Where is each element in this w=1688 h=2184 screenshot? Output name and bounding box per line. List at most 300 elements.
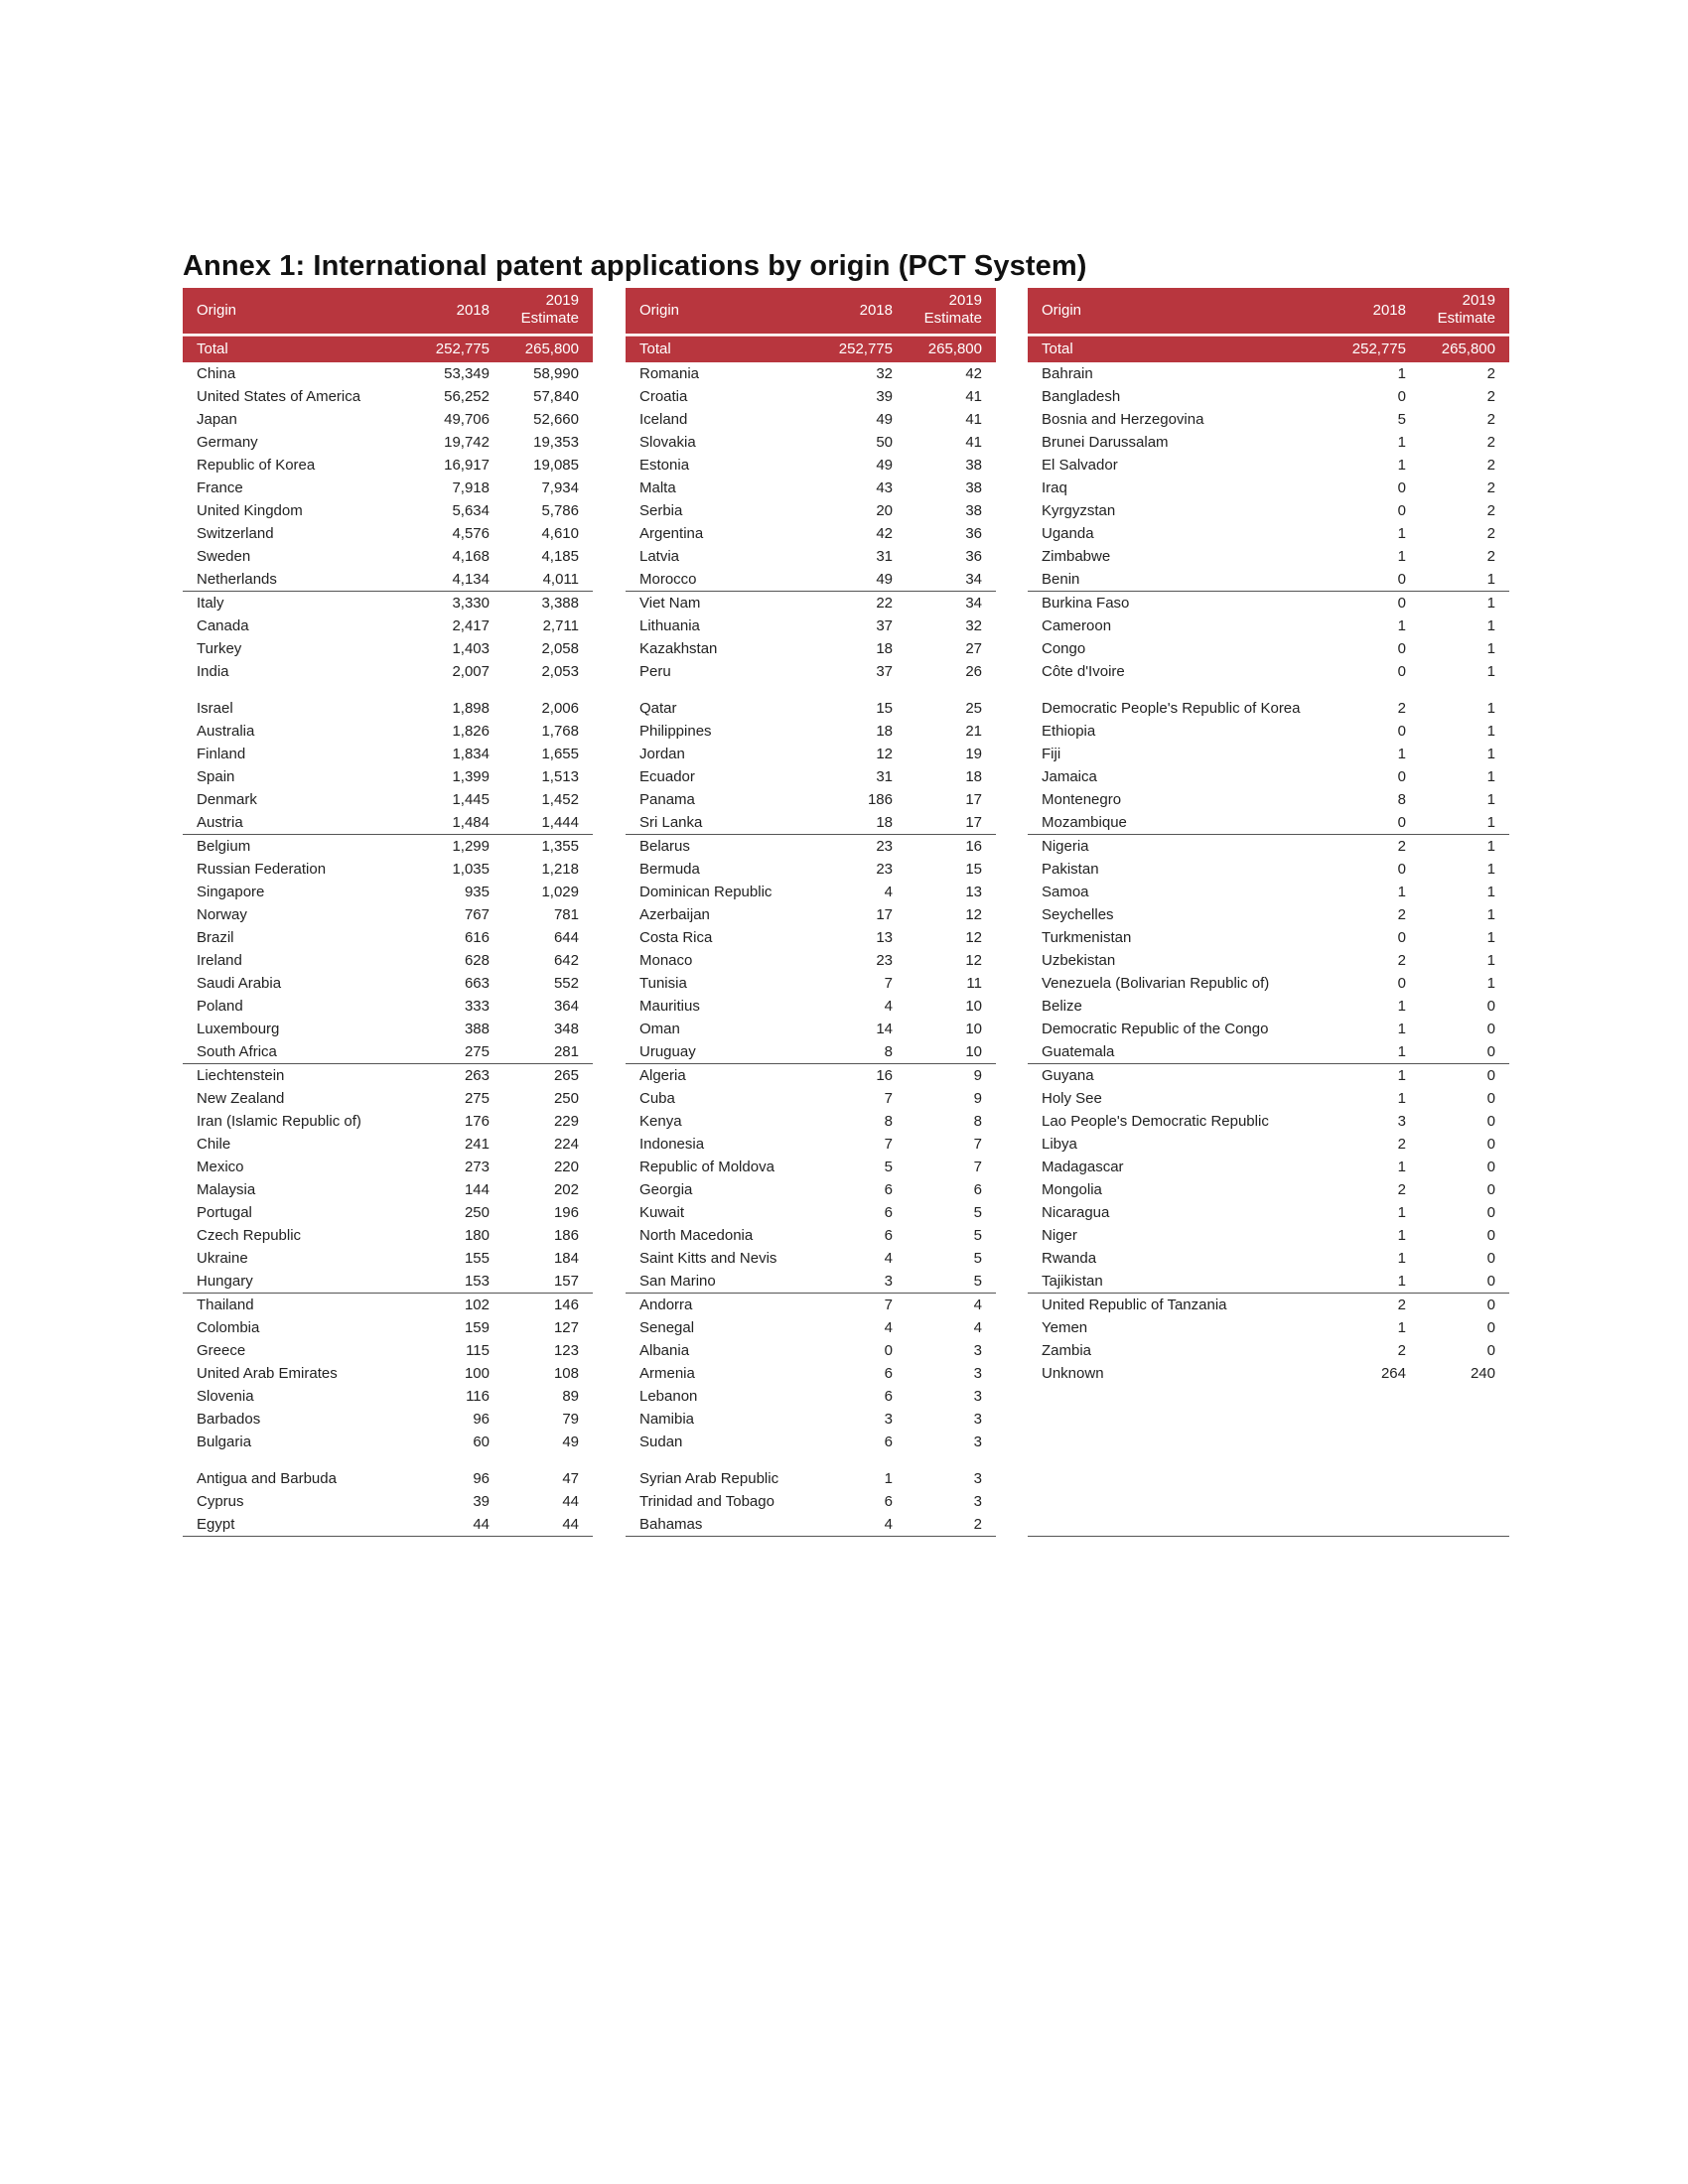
origin-cell: Malaysia [197, 1181, 256, 1198]
value-2018-cell: 8 [884, 1043, 893, 1060]
table-row [183, 1453, 593, 1490]
table-row [1028, 788, 1509, 811]
value-2018-cell: 1,403 [452, 640, 490, 657]
value-2018-cell: 60 [473, 1433, 490, 1450]
value-2018-cell: 96 [473, 1470, 490, 1487]
value-2019-cell: 229 [553, 1113, 579, 1130]
value-2019-cell: 1 [1486, 814, 1495, 831]
origin-cell: South Africa [197, 1043, 277, 1060]
value-2019-cell: 4 [973, 1319, 982, 1336]
origin-cell: Cuba [639, 1090, 675, 1107]
value-2019-cell: 7 [973, 1159, 982, 1175]
origin-cell: Thailand [197, 1297, 254, 1313]
table-row [626, 431, 996, 454]
value-2018-cell: 37 [876, 663, 893, 680]
value-2019-cell: 17 [965, 791, 982, 808]
value-2019-cell: 1 [1486, 861, 1495, 878]
total-2019: 265,800 [1441, 341, 1495, 357]
value-2018-cell: 115 [466, 1342, 490, 1359]
value-2018-cell: 628 [464, 952, 490, 969]
value-2018-cell: 49,706 [444, 411, 490, 428]
value-2019-cell: 123 [553, 1342, 579, 1359]
value-2019-cell: 186 [553, 1227, 579, 1244]
value-2018-cell: 31 [876, 768, 893, 785]
value-2018-cell: 20 [876, 502, 893, 519]
table-row [626, 743, 996, 765]
origin-cell: Iceland [639, 411, 688, 428]
table-row [626, 1247, 996, 1270]
table-row [626, 385, 996, 408]
value-2019-cell: 2 [1486, 479, 1495, 496]
header-origin: Origin [197, 302, 237, 319]
origin-cell: Norway [197, 906, 247, 923]
value-2018-cell: 273 [464, 1159, 490, 1175]
table-row [1028, 568, 1509, 592]
value-2019-cell: 36 [965, 548, 982, 565]
origin-cell: Latvia [639, 548, 680, 565]
value-2018-cell: 2 [1397, 1297, 1406, 1313]
header-2018: 2018 [456, 302, 490, 319]
value-2019-cell: 5 [973, 1250, 982, 1267]
value-2019-cell: 79 [562, 1411, 579, 1428]
table-row [1028, 408, 1509, 431]
value-2019-cell: 220 [553, 1159, 579, 1175]
table-row [1028, 522, 1509, 545]
value-2019-cell: 2 [1486, 525, 1495, 542]
value-2018-cell: 1,299 [452, 838, 490, 855]
value-2018-cell: 13 [876, 929, 893, 946]
value-2019-cell: 2 [1486, 502, 1495, 519]
value-2019-cell: 0 [1486, 1181, 1495, 1198]
origin-cell: United Arab Emirates [197, 1365, 338, 1382]
origin-cell: Andorra [639, 1297, 693, 1313]
origin-cell: Poland [197, 998, 243, 1015]
value-2019-cell: 3 [973, 1493, 982, 1510]
value-2019-cell: 552 [553, 975, 579, 992]
table-row [1028, 1087, 1509, 1110]
value-2018-cell: 186 [867, 791, 893, 808]
origin-cell: Unknown [1042, 1365, 1104, 1382]
origin-cell: Albania [639, 1342, 690, 1359]
value-2018-cell: 31 [876, 548, 893, 565]
value-2018-cell: 1 [1397, 1021, 1406, 1037]
value-2019-cell: 38 [965, 479, 982, 496]
value-2019-cell: 4,610 [541, 525, 579, 542]
value-2019-cell: 2 [973, 1516, 982, 1533]
value-2018-cell: 6 [884, 1433, 893, 1450]
value-2018-cell: 1,898 [452, 700, 490, 717]
value-2019-cell: 58,990 [533, 365, 579, 382]
value-2018-cell: 2,007 [452, 663, 490, 680]
value-2018-cell: 42 [876, 525, 893, 542]
value-2019-cell: 3 [973, 1433, 982, 1450]
value-2019-cell: 52,660 [533, 411, 579, 428]
origin-cell: Oman [639, 1021, 680, 1037]
value-2019-cell: 41 [965, 434, 982, 451]
table-row [626, 1110, 996, 1133]
origin-cell: Cameroon [1042, 617, 1112, 634]
value-2018-cell: 1 [1397, 1204, 1406, 1221]
table-row [626, 1270, 996, 1294]
origin-cell: Ireland [197, 952, 242, 969]
origin-cell: Lao People's Democratic Republic [1042, 1113, 1269, 1130]
origin-cell: Zambia [1042, 1342, 1092, 1359]
value-2019-cell: 642 [553, 952, 579, 969]
table-row [1028, 743, 1509, 765]
value-2019-cell: 57,840 [533, 388, 579, 405]
value-2018-cell: 6 [884, 1365, 893, 1382]
value-2018-cell: 5,634 [452, 502, 490, 519]
value-2018-cell: 153 [464, 1273, 490, 1290]
value-2019-cell: 0 [1486, 1319, 1495, 1336]
value-2018-cell: 388 [464, 1021, 490, 1037]
value-2018-cell: 4 [884, 1516, 893, 1533]
origin-cell: Belarus [639, 838, 690, 855]
origin-cell: Australia [197, 723, 255, 740]
origin-cell: Italy [197, 595, 224, 612]
value-2019-cell: 4 [973, 1297, 982, 1313]
value-2019-cell: 1 [1486, 975, 1495, 992]
value-2018-cell: 8 [1397, 791, 1406, 808]
value-2018-cell: 333 [464, 998, 490, 1015]
origin-cell: Philippines [639, 723, 712, 740]
origin-cell: Qatar [639, 700, 677, 717]
value-2018-cell: 0 [1397, 861, 1406, 878]
table-row [183, 568, 593, 592]
origin-cell: Croatia [639, 388, 688, 405]
value-2019-cell: 1,444 [541, 814, 579, 831]
value-2018-cell: 2 [1397, 952, 1406, 969]
header-2019-estimate: 2019 Estimate [923, 292, 982, 327]
value-2018-cell: 19,742 [444, 434, 490, 451]
total-label: Total [639, 341, 671, 357]
value-2018-cell: 23 [876, 952, 893, 969]
value-2019-cell: 3 [973, 1365, 982, 1382]
table-row [626, 995, 996, 1018]
table-row [626, 788, 996, 811]
table-row [626, 454, 996, 477]
value-2018-cell: 6 [884, 1227, 893, 1244]
total-2018: 252,775 [435, 341, 490, 357]
value-2018-cell: 1 [1397, 1319, 1406, 1336]
value-2018-cell: 1 [1397, 434, 1406, 451]
origin-cell: Indonesia [639, 1136, 705, 1153]
origin-cell: Samoa [1042, 884, 1089, 900]
value-2019-cell: 5 [973, 1227, 982, 1244]
origin-cell: Dominican Republic [639, 884, 773, 900]
value-2018-cell: 1 [1397, 746, 1406, 762]
table-row [626, 408, 996, 431]
table-row [183, 1294, 593, 1316]
value-2019-cell: 12 [965, 952, 982, 969]
table-row [183, 1247, 593, 1270]
origin-cell: Yemen [1042, 1319, 1088, 1336]
value-2018-cell: 2 [1397, 1342, 1406, 1359]
value-2018-cell: 180 [464, 1227, 490, 1244]
value-2018-cell: 32 [876, 365, 893, 382]
origin-cell: Saint Kitts and Nevis [639, 1250, 777, 1267]
origin-cell: Czech Republic [197, 1227, 302, 1244]
table-row [183, 1316, 593, 1339]
table-row [183, 637, 593, 660]
total-label: Total [197, 341, 228, 357]
origin-cell: Bulgaria [197, 1433, 252, 1450]
origin-cell: Kenya [639, 1113, 682, 1130]
value-2018-cell: 0 [1397, 814, 1406, 831]
value-2019-cell: 1 [1486, 595, 1495, 612]
value-2018-cell: 2,417 [452, 617, 490, 634]
value-2018-cell: 6 [884, 1388, 893, 1405]
value-2019-cell: 1 [1486, 906, 1495, 923]
table-body [626, 362, 996, 1537]
value-2019-cell: 157 [553, 1273, 579, 1290]
value-2019-cell: 1,655 [541, 746, 579, 762]
value-2018-cell: 275 [464, 1043, 490, 1060]
value-2018-cell: 49 [876, 411, 893, 428]
origin-cell: Japan [197, 411, 237, 428]
origin-cell: Bermuda [639, 861, 700, 878]
value-2019-cell: 281 [553, 1043, 579, 1060]
origin-cell: Singapore [197, 884, 265, 900]
table-row [183, 903, 593, 926]
total-2018: 252,775 [1351, 341, 1406, 357]
origin-cell: Libya [1042, 1136, 1077, 1153]
table-row [183, 431, 593, 454]
value-2018-cell: 767 [464, 906, 490, 923]
value-2019-cell: 21 [965, 723, 982, 740]
table-row [626, 858, 996, 881]
table-row [626, 1513, 996, 1537]
value-2018-cell: 1,445 [452, 791, 490, 808]
table-row [183, 454, 593, 477]
table-row [626, 522, 996, 545]
value-2018-cell: 15 [876, 700, 893, 717]
value-2018-cell: 7,918 [452, 479, 490, 496]
value-2019-cell: 13 [965, 884, 982, 900]
origin-cell: Egypt [197, 1516, 235, 1533]
table-row [183, 660, 593, 683]
origin-cell: Morocco [639, 571, 697, 588]
header-origin: Origin [1042, 302, 1082, 319]
value-2018-cell: 275 [464, 1090, 490, 1107]
table-row [626, 568, 996, 592]
value-2018-cell: 37 [876, 617, 893, 634]
table-row [626, 1339, 996, 1362]
table-row [626, 1453, 996, 1490]
origin-cell: Rwanda [1042, 1250, 1097, 1267]
value-2019-cell: 16 [965, 838, 982, 855]
value-2019-cell: 44 [562, 1493, 579, 1510]
value-2019-cell: 196 [553, 1204, 579, 1221]
value-2018-cell: 0 [1397, 929, 1406, 946]
origin-cell: Uzbekistan [1042, 952, 1116, 969]
table-column-1 [183, 288, 593, 1537]
value-2019-cell: 2 [1486, 388, 1495, 405]
total-row [1028, 336, 1509, 362]
table-row [183, 477, 593, 499]
table-row [626, 972, 996, 995]
value-2018-cell: 1 [1397, 884, 1406, 900]
table-row [1028, 660, 1509, 683]
table-row [626, 903, 996, 926]
value-2018-cell: 7 [884, 1090, 893, 1107]
value-2019-cell: 1 [1486, 571, 1495, 588]
table-row [1028, 903, 1509, 926]
table-body [183, 362, 593, 1537]
value-2019-cell: 0 [1486, 1342, 1495, 1359]
value-2018-cell: 116 [466, 1388, 490, 1405]
value-2018-cell: 2 [1397, 700, 1406, 717]
value-2018-cell: 1 [1397, 457, 1406, 474]
origin-cell: Kazakhstan [639, 640, 718, 657]
table-row [626, 1178, 996, 1201]
origin-cell: Burkina Faso [1042, 595, 1130, 612]
value-2019-cell: 3 [973, 1411, 982, 1428]
value-2019-cell: 7,934 [541, 479, 579, 496]
value-2018-cell: 0 [1397, 975, 1406, 992]
origin-cell: Brunei Darussalam [1042, 434, 1169, 451]
table-row [626, 1431, 996, 1453]
table-body [1028, 362, 1509, 1537]
origin-cell: Tunisia [639, 975, 687, 992]
value-2018-cell: 0 [1397, 640, 1406, 657]
table-row [626, 1087, 996, 1110]
header-2018: 2018 [1372, 302, 1406, 319]
origin-cell: Mauritius [639, 998, 700, 1015]
origin-cell: Mexico [197, 1159, 244, 1175]
origin-cell: Bangladesh [1042, 388, 1121, 405]
value-2019-cell: 15 [965, 861, 982, 878]
origin-cell: Montenegro [1042, 791, 1122, 808]
origin-cell: Tajikistan [1042, 1273, 1103, 1290]
table-row [1028, 1178, 1509, 1201]
origin-cell: Sri Lanka [639, 814, 703, 831]
value-2018-cell: 18 [876, 640, 893, 657]
value-2019-cell: 108 [553, 1365, 579, 1382]
value-2019-cell: 0 [1486, 1043, 1495, 1060]
value-2018-cell: 7 [884, 1136, 893, 1153]
value-2018-cell: 4,134 [452, 571, 490, 588]
origin-cell: Denmark [197, 791, 257, 808]
origin-cell: Madagascar [1042, 1159, 1124, 1175]
value-2019-cell: 2,053 [541, 663, 579, 680]
value-2019-cell: 2 [1486, 457, 1495, 474]
origin-cell: Holy See [1042, 1090, 1102, 1107]
origin-cell: United States of America [197, 388, 361, 405]
table-row [626, 637, 996, 660]
origin-cell: Bahrain [1042, 365, 1093, 382]
value-2019-cell: 0 [1486, 998, 1495, 1015]
value-2019-cell: 2 [1486, 548, 1495, 565]
origin-cell: Portugal [197, 1204, 252, 1221]
value-2019-cell: 1 [1486, 838, 1495, 855]
value-2019-cell: 4,185 [541, 548, 579, 565]
table-row [1028, 545, 1509, 568]
table-row [183, 858, 593, 881]
origin-cell: Malta [639, 479, 676, 496]
table-row [183, 1490, 593, 1513]
value-2018-cell: 263 [464, 1067, 490, 1084]
value-2019-cell: 27 [965, 640, 982, 657]
table-header [183, 288, 593, 334]
value-2019-cell: 1 [1486, 791, 1495, 808]
origin-cell: Sudan [639, 1433, 683, 1450]
value-2018-cell: 18 [876, 723, 893, 740]
table-row [183, 1408, 593, 1431]
value-2018-cell: 1 [1397, 1043, 1406, 1060]
value-2019-cell: 9 [973, 1090, 982, 1107]
value-2019-cell: 0 [1486, 1159, 1495, 1175]
table-row [626, 1490, 996, 1513]
value-2018-cell: 7 [884, 975, 893, 992]
table-row [1028, 1224, 1509, 1247]
value-2019-cell: 0 [1486, 1273, 1495, 1290]
value-2018-cell: 16,917 [444, 457, 490, 474]
value-2018-cell: 2 [1397, 1136, 1406, 1153]
table-row [626, 881, 996, 903]
value-2018-cell: 159 [464, 1319, 490, 1336]
origin-cell: Congo [1042, 640, 1086, 657]
table-column-2 [626, 288, 996, 1537]
origin-cell: Benin [1042, 571, 1080, 588]
table-row [1028, 637, 1509, 660]
table-row [1028, 835, 1509, 858]
value-2018-cell: 176 [464, 1113, 490, 1130]
value-2018-cell: 49 [876, 457, 893, 474]
value-2019-cell: 348 [553, 1021, 579, 1037]
origin-cell: Luxembourg [197, 1021, 280, 1037]
value-2018-cell: 1 [1397, 525, 1406, 542]
origin-cell: Bosnia and Herzegovina [1042, 411, 1204, 428]
value-2018-cell: 7 [884, 1297, 893, 1313]
table-row [626, 660, 996, 683]
total-row [626, 336, 996, 362]
table-row [183, 1087, 593, 1110]
origin-cell: Nicaragua [1042, 1204, 1110, 1221]
origin-cell: Jamaica [1042, 768, 1097, 785]
value-2018-cell: 0 [884, 1342, 893, 1359]
table-row [183, 1431, 593, 1453]
value-2019-cell: 34 [965, 595, 982, 612]
table-row [1028, 477, 1509, 499]
table-row [626, 1133, 996, 1156]
value-2018-cell: 3 [884, 1411, 893, 1428]
value-2018-cell: 1,035 [452, 861, 490, 878]
value-2018-cell: 17 [876, 906, 893, 923]
table-row [626, 1362, 996, 1385]
table-row [183, 614, 593, 637]
value-2019-cell: 18 [965, 768, 982, 785]
origin-cell: Canada [197, 617, 249, 634]
table-row [1028, 881, 1509, 903]
table-row [626, 1316, 996, 1339]
header-2019-estimate: 2019 Estimate [520, 292, 579, 327]
value-2018-cell: 0 [1397, 768, 1406, 785]
table-row [1028, 811, 1509, 835]
origin-cell: Mongolia [1042, 1181, 1102, 1198]
table-row [626, 614, 996, 637]
value-2018-cell: 1,399 [452, 768, 490, 785]
table-row [183, 995, 593, 1018]
table-row [183, 788, 593, 811]
value-2018-cell: 3,330 [452, 595, 490, 612]
origin-cell: Belize [1042, 998, 1082, 1015]
total-2018: 252,775 [838, 341, 893, 357]
value-2019-cell: 41 [965, 411, 982, 428]
value-2019-cell: 19 [965, 746, 982, 762]
value-2019-cell: 4,011 [542, 571, 579, 588]
table-row [1028, 1362, 1509, 1385]
